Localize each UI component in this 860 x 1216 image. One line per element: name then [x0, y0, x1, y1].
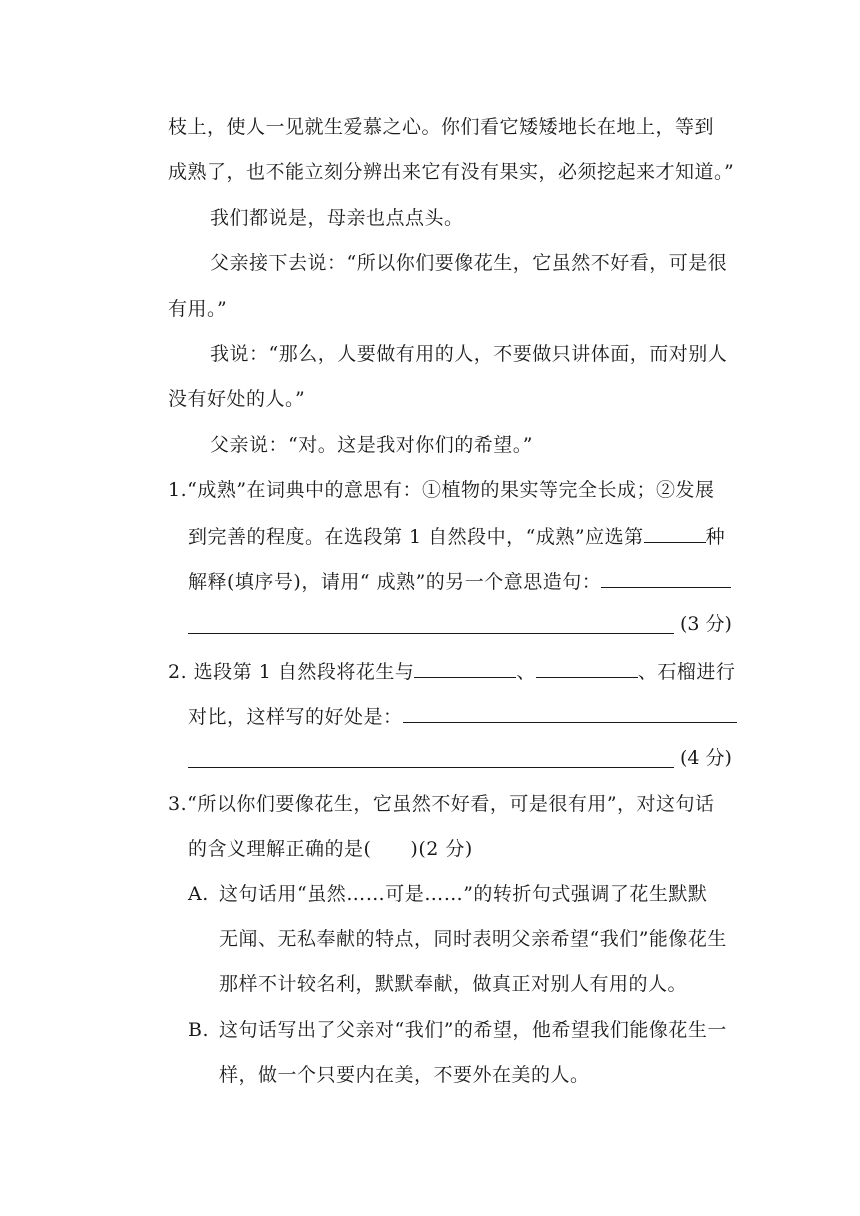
- q1-line3: [188, 567, 731, 595]
- passage-p3-line2: 有用。”: [168, 298, 228, 320]
- passage-p4-line2: 没有好处的人。”: [168, 388, 306, 410]
- q3-line2: 的含义理解正确的是( )(2 分): [188, 838, 473, 860]
- q2-score: (4 分): [680, 747, 732, 769]
- q3-option-a-label[interactable]: A.: [188, 883, 209, 905]
- passage-p4-line1: 我说：“那么，人要做有用的人，不要做只讲体面，而对别人: [210, 343, 728, 365]
- q3-line1: 3.“所以你们要像花生，它虽然不好看，可是很有用”，对这句话: [168, 793, 715, 815]
- q2-blank-2[interactable]: [536, 657, 638, 678]
- q3-option-b-line1: 这句话写出了父亲对“我们”的希望，他希望我们能像花生一: [219, 1019, 727, 1041]
- passage-p1-line1: 枝上，使人一见就生爱慕之心。你们看它矮矮地长在地上，等到: [168, 116, 715, 138]
- q3-option-b-label[interactable]: B.: [188, 1019, 210, 1041]
- passage-p1-line2: 成熟了，也不能立刻分辨出来它有没有果实，必须挖起来才知道。”: [168, 161, 735, 183]
- q1-sentence-blank-1[interactable]: [601, 567, 731, 588]
- q2-answer-blank-2[interactable]: [188, 747, 674, 768]
- passage-p5: 父亲说：“对。这是我对你们的希望。”: [210, 434, 533, 456]
- q1-line2: [188, 522, 725, 550]
- q1-line2-end: 种: [705, 526, 726, 548]
- q2-line2: [188, 702, 737, 730]
- q1-line2-text: 到完善的程度。在选段第 1 自然段中，“成熟”应选第: [188, 526, 644, 548]
- q2-line2-text: 对比，这样写的好处是：: [188, 706, 403, 728]
- q3-option-a-line3: 那样不计较名利，默默奉献，做真正对别人有用的人。: [219, 973, 688, 995]
- q1-answer-blank-choice[interactable]: [644, 522, 706, 543]
- q2-line1-text: 2. 选段第 1 自然段将花生与: [168, 661, 415, 683]
- q1-score: (3 分): [680, 613, 732, 635]
- q2-answer-blank-1[interactable]: [403, 702, 737, 723]
- q3-option-b-line2: 样，做一个只要内在美，不要外在美的人。: [219, 1064, 590, 1086]
- q2-blank-1[interactable]: [414, 657, 516, 678]
- q2-line1-end: 、石榴进行: [637, 661, 736, 683]
- q1-sentence-blank-2[interactable]: [188, 613, 674, 634]
- q3-option-a-line1: 这句话用“虽然……可是……”的转折句式强调了花生默默: [219, 883, 708, 905]
- passage-p3-line1: 父亲接下去说：“所以你们要像花生，它虽然不好看，可是很: [210, 252, 728, 274]
- q3-option-a-line2: 无闻、无私奉献的特点，同时表明父亲希望“我们”能像花生: [219, 928, 727, 950]
- q2-line1: [168, 657, 735, 685]
- q1-line1: 1.“成熟”在词典中的意思有：①植物的果实等完全长成；②发展: [168, 479, 715, 501]
- passage-p2: 我们都说是，母亲也点点头。: [210, 207, 464, 229]
- q1-line3-text: 解释(填序号)，请用“ 成熟”的另一个意思造句：: [188, 571, 602, 593]
- q2-separator: 、: [516, 661, 536, 683]
